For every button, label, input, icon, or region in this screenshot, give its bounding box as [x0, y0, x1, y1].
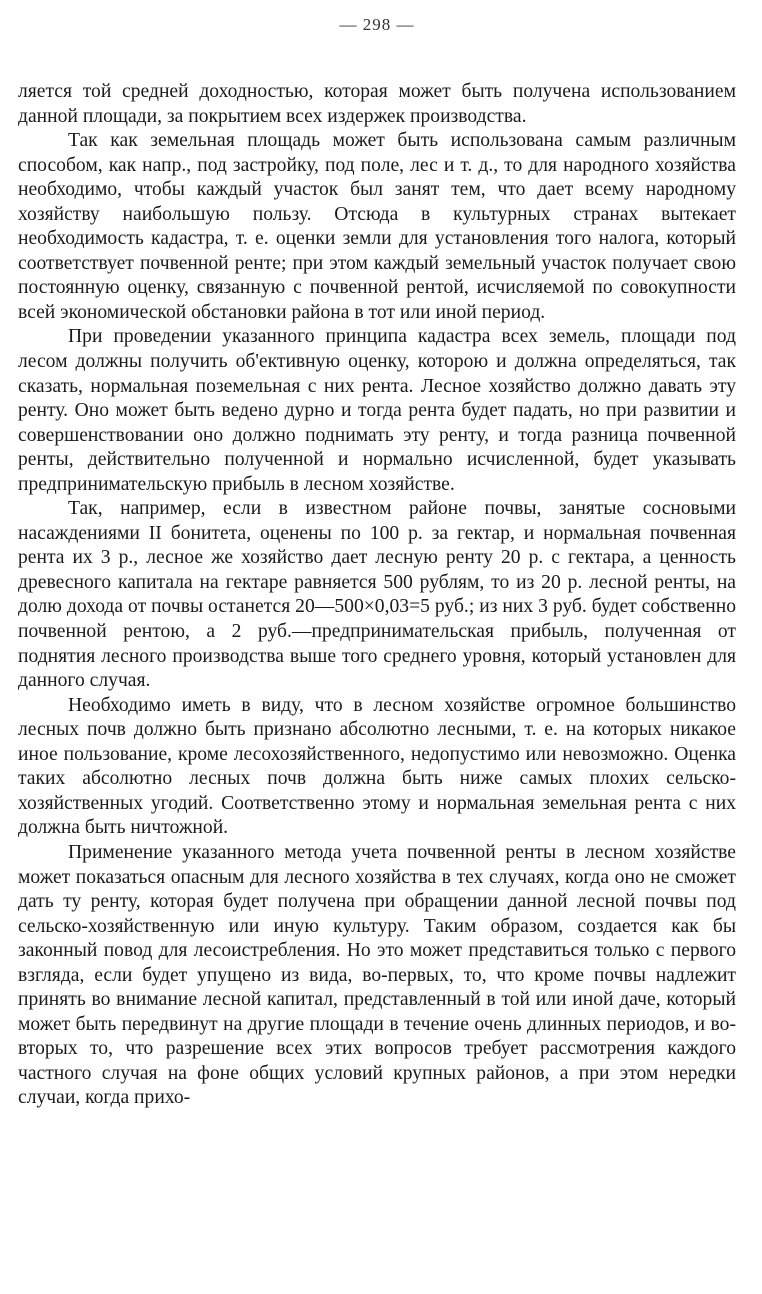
paragraph-continuation: ляется той средней доходностью, которая может быть получена использованием данной площади, за покрытием всех издержек производства.	[18, 81, 736, 127]
paragraph-example: Так, например, если в известном районе почвы, занятые сосновыми насаждениями II бонитета, оценены по 100 р. за гектар, и нормальная почвенная рента их 3 р., лесное же хозяйство дает лесную ренту 20 р. с гектара, а ценность древесного капитала на гектаре равняется 500 рублям, то из 20 р. лесной ренты, на долю дохода от почвы останется 20—500×0,03=5 руб.; из них 3 руб. будет собственно почвенной рентою, а 2 руб.—предпринимательская прибыль, полученная от поднятия лесного производства выше того среднего уровня, который установлен для данного случая.	[18, 498, 736, 692]
paragraph-cadastre: Так как земельная площадь может быть использована самым различным способом, как напр., под застройку, под поле, лес и т. д., то для народного хозяйства необходимо, чтобы каждый участок был занят тем, что дает всему народному хозяйству наибольшую пользу. Отсюда в культурных странах вытекает необходимость кадастра, т. е. оценки земли для установления того налога, который соответствует почвенной ренте; при этом каждый земельный участок получает свою постоянную оценку, связанную с почвенной рентой, исчисляемой по совокупности всей экономической обстановки района в тот или иной период.	[18, 130, 736, 323]
page-number: — 298 —	[339, 15, 415, 34]
paragraph-forest-soils: Необходимо иметь в виду, что в лесном хозяйстве огромное большинство лесных почв должно быть признано абсолютно лесными, т. е. на которых никакое иное пользование, кроме лесохозяйственного, недопустимо или невозможно. Оценка таких абсолютно лесных почв должна быть ниже самых плохих сельско-хозяйственных угодий. Соответственно этому и нормальная земельная рента с них должна быть ничтожной.	[18, 694, 736, 839]
body-text	[18, 80, 736, 1111]
paragraph-method-application: Применение указанного метода учета почвенной ренты в лесном хозяйстве может показаться опасным для лесного хозяйства в тех случаях, когда оно не сможет дать ту ренту, которая будет получена при обращении данной лесной почвы под сельско-хозяйственную или иную культуру. Таким образом, создается как бы законный повод для лесоистребления. Но это может представиться только с первого взгляда, если будет упущено из вида, во-первых, то, что кроме почвы надлежит принять во внимание лесной капитал, представленный в той или иной даче, который может быть передвинут на другие площади в течение очень длинных периодов, и во-вторых то, что разрешение всех этих вопросов требует рассмотрения каждого частного случая на фоне общих условий крупных районов, а при этом нередки случаи, когда прихо-	[18, 841, 736, 1109]
paragraph-forest-rent: При проведении указанного принципа кадастра всех земель, площади под лесом должны получить об'ективную оценку, которою и должна определяться, так сказать, нормальная поземельная с них рента. Лесное хозяйство должно давать эту ренту. Оно может быть ведено дурно и тогда рента будет падать, но при развитии и совершенствовании оно должно поднимать эту ренту, и тогда разница почвенной ренты, действительно полученной и нормально исчисленной, будет указывать предпринимательскую прибыль в лесном хозяйстве.	[18, 326, 736, 495]
